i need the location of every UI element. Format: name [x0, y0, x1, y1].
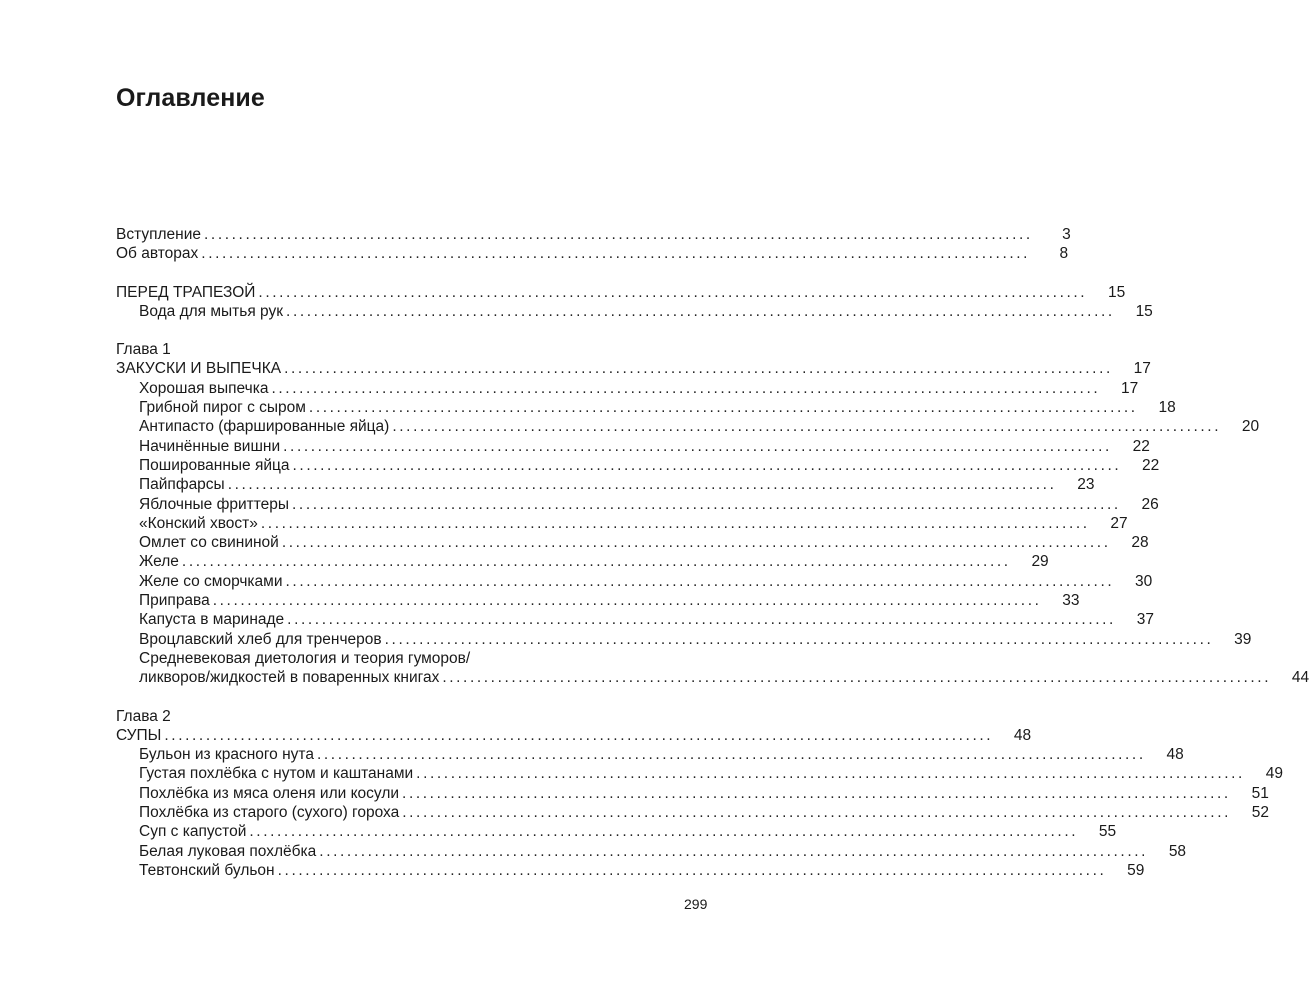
dot-leader: ........................................................................................................................: [292, 456, 1122, 474]
toc-entry[interactable]: [116, 822, 1117, 841]
toc-entry-label: Тевтонский бульон: [139, 861, 275, 879]
toc-entry[interactable]: [116, 861, 1145, 880]
toc-entry-label: Бульон из красного нута: [139, 746, 314, 764]
toc-page-number: 30: [1135, 572, 1153, 590]
toc-entry-label: Пайпфарсы: [139, 476, 225, 494]
toc-page-number: 48: [1013, 726, 1032, 744]
toc-page-number: 33: [1062, 592, 1080, 610]
toc-section-label: СУПЫ: [116, 726, 162, 744]
toc-entry[interactable]: [116, 417, 1260, 436]
toc-entry-label: Похлёбка из мяса оленя или косули: [139, 784, 400, 802]
chapter1-entries: [116, 379, 1260, 649]
dot-leader: ........................................................................................................................: [283, 437, 1112, 455]
chapter-label: Глава 1: [116, 341, 171, 359]
dot-leader: ........................................................................................................................: [319, 842, 1149, 860]
dot-leader: ........................................................................................................................: [316, 746, 1146, 764]
chapter-label: Глава 2: [116, 707, 171, 725]
dot-leader: ........................................................................................................................: [227, 476, 1057, 494]
toc-entry[interactable]: [116, 514, 1128, 533]
dot-leader: ........................................................................................................................: [392, 418, 1222, 436]
toc-entry[interactable]: [116, 398, 1176, 417]
toc-page-number: 15: [1107, 283, 1126, 301]
toc-entry-label: Антипасто (фаршированные яйца): [139, 418, 390, 436]
dot-leader: ........................................................................................................................: [212, 592, 1042, 610]
toc-entry[interactable]: [116, 572, 1153, 591]
toc-section-chapter2[interactable]: [116, 726, 1032, 745]
toc-entry[interactable]: [116, 764, 1283, 783]
toc-page-number: 8: [1059, 245, 1069, 263]
toc-section-chapter1[interactable]: [116, 359, 1151, 378]
dot-leader: ........................................................................................................................: [277, 861, 1107, 879]
toc-entry[interactable]: [116, 610, 1154, 629]
dot-leader: ........................................................................................................................: [285, 572, 1115, 590]
toc-entry-label: Омлет со свининой: [139, 534, 279, 552]
spacer: [116, 688, 588, 707]
toc-entry[interactable]: [116, 630, 1252, 649]
dot-leader: ........................................................................................................................: [292, 495, 1121, 513]
toc-entry-long-line1[interactable]: [116, 649, 588, 668]
toc-entry-intro[interactable]: [116, 225, 1071, 244]
table-of-contents: [116, 225, 1309, 880]
toc-entry-label: Об авторах: [116, 245, 199, 263]
toc-section-label: ЗАКУСКИ И ВЫПЕЧКА: [116, 360, 282, 378]
toc-entry-label: Желе: [139, 553, 179, 571]
toc-section-label: ПЕРЕД ТРАПЕЗОЙ: [116, 283, 256, 301]
dot-leader: ........................................................................................................................: [204, 226, 1033, 243]
dot-leader: ........................................................................................................................: [287, 611, 1116, 629]
toc-entry-label: Начинённые вишни: [139, 437, 281, 455]
chapter2-entries: [116, 745, 1283, 880]
spacer: [116, 321, 588, 340]
toc-page-number: 52: [1251, 804, 1270, 822]
toc-entry[interactable]: [116, 552, 1049, 571]
toc-page-number: 20: [1241, 418, 1260, 436]
toc-page-number: 29: [1031, 553, 1049, 571]
toc-entry-label: Средневековая диетология и теория гуморов/: [139, 649, 471, 667]
dot-leader: ........................................................................................................................: [181, 553, 1011, 571]
toc-entry-label: Вроцлавский хлеб для тренчеров: [139, 630, 382, 648]
toc-entry-label: Желе со сморчками: [139, 572, 283, 590]
toc-entry[interactable]: [116, 784, 1269, 803]
toc-page-number: 17: [1121, 379, 1139, 397]
toc-entry[interactable]: [116, 437, 1150, 456]
toc-entry[interactable]: [116, 456, 1160, 475]
toc-page-number: 51: [1251, 784, 1269, 802]
toc-section-before-meal[interactable]: [116, 283, 1126, 302]
toc-entry[interactable]: [116, 495, 1159, 514]
toc-entry-label: Приправа: [139, 592, 210, 610]
dot-leader: ........................................................................................................................: [271, 379, 1101, 397]
toc-entry-label: Хорошая выпечка: [139, 379, 269, 397]
toc-page-number: 23: [1077, 476, 1095, 494]
dot-leader: ........................................................................................................................: [284, 360, 1113, 378]
toc-entry[interactable]: [116, 745, 1184, 764]
toc-entry-label: Похлёбка из старого (сухого) гороха: [139, 804, 400, 822]
toc-entry-label: «Конский хвост»: [139, 514, 258, 532]
toc-page-number: 22: [1132, 437, 1150, 455]
dot-leader: ........................................................................................................................: [281, 534, 1111, 552]
toc-page-number: 44: [1291, 669, 1309, 687]
toc-page-number: 59: [1127, 861, 1145, 879]
toc-page-number: 26: [1141, 495, 1159, 513]
toc-entry[interactable]: [116, 842, 1187, 861]
toc-page-number: 58: [1168, 842, 1187, 860]
dot-leader: ........................................................................................................................: [402, 804, 1232, 822]
dot-leader: ........................................................................................................................: [258, 283, 1088, 301]
toc-page-number: 22: [1142, 456, 1160, 474]
toc-entry[interactable]: [116, 475, 1095, 494]
toc-page-number: 3: [1062, 226, 1071, 243]
toc-entry-about-authors[interactable]: [116, 244, 1069, 263]
toc-entry-label: Белая луковая похлёбка: [139, 842, 317, 860]
toc-entry[interactable]: [116, 379, 1139, 398]
toc-page-number: 48: [1166, 746, 1184, 764]
dot-leader: ........................................................................................................................: [260, 514, 1090, 532]
dot-leader: ........................................................................................................................: [308, 399, 1138, 417]
toc-entry-label: ликворов/жидкостей в поваренных книгах: [139, 669, 440, 687]
dot-leader: ........................................................................................................................: [384, 630, 1214, 648]
toc-page-number: 37: [1136, 611, 1154, 629]
toc-entry[interactable]: [116, 533, 1149, 552]
toc-page-number: 18: [1158, 399, 1176, 417]
toc-page-number: 15: [1135, 302, 1153, 320]
toc-entry-label: Вступление: [116, 226, 202, 243]
toc-entry-label: Пошированные яйца: [139, 456, 290, 474]
toc-page-number: 39: [1234, 630, 1252, 648]
toc-entry-label: Суп с капустой: [139, 823, 247, 841]
toc-page-number: 49: [1265, 765, 1283, 783]
toc-page-number: 28: [1131, 534, 1149, 552]
dot-leader: ........................................................................................................................: [402, 784, 1231, 802]
toc-entry[interactable]: [116, 591, 1080, 610]
spacer: [116, 264, 588, 283]
toc-page-number: 27: [1110, 514, 1128, 532]
dot-leader: ........................................................................................................................: [442, 669, 1272, 687]
dot-leader: ........................................................................................................................: [249, 823, 1079, 841]
dot-leader: ........................................................................................................................: [286, 302, 1115, 320]
page-title: Оглавление: [116, 84, 265, 112]
toc-page-number: 17: [1133, 360, 1151, 378]
toc-entry[interactable]: [116, 803, 1270, 822]
toc-page-number: 55: [1098, 823, 1117, 841]
dot-leader: ........................................................................................................................: [416, 765, 1245, 783]
toc-entry[interactable]: [116, 302, 1153, 321]
page-number: 299: [684, 896, 708, 912]
toc-entry-label: Капуста в маринаде: [139, 611, 285, 629]
toc-entry-label: Грибной пирог с сыром: [139, 399, 306, 417]
toc-entry-label: Густая похлёбка с нутом и каштанами: [139, 765, 414, 783]
dot-leader: ........................................................................................................................: [201, 245, 1031, 263]
toc-entry-label: Яблочные фриттеры: [139, 495, 290, 513]
toc-entry-long-line2[interactable]: [116, 668, 1309, 687]
toc-entry-label: Вода для мытья рук: [139, 302, 284, 320]
dot-leader: ........................................................................................................................: [164, 726, 994, 744]
